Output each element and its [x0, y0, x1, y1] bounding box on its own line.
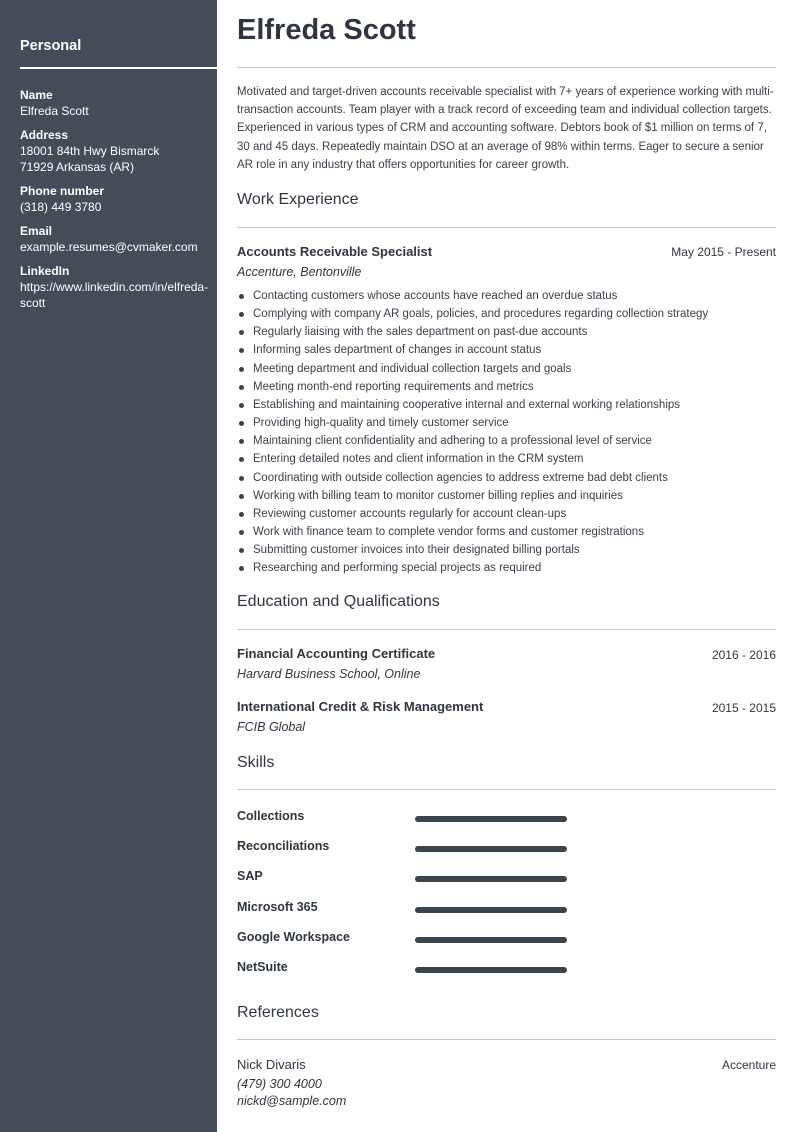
bullet-icon — [239, 403, 244, 408]
skill-row — [237, 930, 776, 948]
skill-name: Reconciliations — [237, 839, 330, 853]
reference-name: Nick Divaris — [237, 1057, 306, 1072]
bullet-icon — [239, 348, 244, 353]
bullet-icon — [239, 421, 244, 426]
bullet-text: Meeting month-end reporting requirements and metrics — [253, 380, 534, 393]
section-heading-work: Work Experience — [237, 191, 359, 208]
job-title: Accounts Receivable Specialist — [237, 244, 433, 259]
list-item — [237, 305, 776, 323]
bullet-icon — [239, 385, 244, 390]
linkedin-link[interactable]: https://www.linkedin.com/in/elfreda- — [20, 280, 209, 294]
field-label: Name — [20, 88, 53, 102]
personal-fields — [20, 87, 212, 319]
education-institution: FCIB Global — [237, 720, 306, 734]
bullet-text: Informing sales department of changes in account status — [253, 344, 542, 357]
section-heading-references: References — [237, 1004, 319, 1021]
field-name — [20, 87, 212, 119]
field-value: (318) 449 3780 — [20, 200, 102, 214]
bullet-text: Complying with company AR goals, policies, and procedures regarding collection strategy — [253, 308, 709, 321]
list-item — [237, 287, 776, 305]
bullet-icon — [239, 294, 244, 299]
bullet-text: Regularly liaising with the sales department on past-due accounts — [253, 326, 588, 339]
field-label: LinkedIn — [20, 264, 70, 278]
section-heading-education: Education and Qualifications — [237, 593, 440, 610]
bullet-text: Working with billing team to monitor customer billing replies and inquiries — [253, 489, 623, 502]
section-divider — [237, 1039, 776, 1040]
bullet-icon — [239, 512, 244, 517]
skill-name: NetSuite — [237, 960, 288, 974]
skill-bar-fill — [415, 907, 567, 913]
field-value: 18001 84th Hwy Bismarck — [20, 144, 160, 158]
bullet-text: Meeting department and individual collection targets and goals — [253, 362, 572, 375]
job-dates: May 2015 - Present — [671, 245, 776, 259]
skill-row — [237, 869, 776, 887]
skill-bar-fill — [415, 876, 567, 882]
skill-bar — [415, 907, 567, 913]
education-institution: Harvard Business School, Online — [237, 667, 421, 681]
reference-phone: (479) 300 4000 — [237, 1077, 322, 1091]
field-label: Address — [20, 128, 69, 142]
bullet-icon — [239, 476, 244, 481]
section-divider — [237, 227, 776, 228]
list-item — [237, 559, 776, 577]
job-company: Accenture, Bentonville — [237, 265, 362, 279]
skill-bar — [415, 967, 567, 973]
bullet-icon — [239, 548, 244, 553]
bullet-text: Reviewing customer accounts regularly for account clean-ups — [253, 507, 567, 520]
list-item — [237, 469, 776, 487]
skill-bar — [415, 937, 567, 943]
header-divider — [237, 67, 776, 68]
skill-bar-fill — [415, 967, 567, 973]
list-item — [237, 541, 776, 559]
skill-name: SAP — [237, 869, 263, 883]
bullet-text: Researching and performing special projects as required — [253, 562, 542, 575]
sidebar — [0, 0, 217, 1132]
skill-row — [237, 960, 776, 978]
education-dates: 2016 - 2016 — [711, 648, 776, 662]
list-item — [237, 523, 776, 541]
skill-bar — [415, 816, 567, 822]
skill-bar — [415, 846, 567, 852]
field-value: Elfreda Scott — [20, 104, 89, 118]
field-email — [20, 223, 212, 255]
job-bullets — [237, 287, 776, 578]
bullet-text: Submitting customer invoices into their designated billing portals — [253, 544, 580, 557]
bullet-icon — [239, 457, 244, 462]
list-item — [237, 396, 776, 414]
email-link[interactable]: example.resumes@cvmaker.com — [20, 240, 198, 254]
skill-bar-fill — [415, 816, 567, 822]
bullet-icon — [239, 439, 244, 444]
linkedin-link[interactable]: scott — [20, 296, 46, 310]
skill-name: Google Workspace — [237, 930, 350, 944]
bullet-icon — [239, 367, 244, 372]
bullet-text: Establishing and maintaining cooperative internal and external working relationships — [253, 398, 681, 411]
reference-company: Accenture — [721, 1058, 776, 1072]
skill-bar — [415, 876, 567, 882]
bullet-icon — [239, 330, 244, 335]
field-value: 71929 Arkansas (AR) — [20, 160, 135, 174]
education-dates: 2015 - 2015 — [711, 701, 776, 715]
skill-name: Microsoft 365 — [237, 900, 318, 914]
education-title: International Credit & Risk Management — [237, 699, 484, 714]
bullet-text: Coordinating with outside collection agencies to address extreme bad debt clients — [253, 471, 668, 484]
field-phone — [20, 183, 212, 215]
list-item — [237, 505, 776, 523]
list-item — [237, 414, 776, 432]
section-divider — [237, 789, 776, 790]
section-heading-skills: Skills — [237, 754, 275, 771]
list-item — [237, 341, 776, 359]
skill-bar-fill — [415, 846, 567, 852]
bullet-icon — [239, 312, 244, 317]
bullet-text: Maintaining client confidentiality and adhering to a professional level of service — [253, 435, 652, 448]
bullet-icon — [239, 494, 244, 499]
list-item — [237, 450, 776, 468]
skill-bar-fill — [415, 937, 567, 943]
skill-name: Collections — [237, 809, 305, 823]
field-label: Phone number — [20, 184, 105, 198]
education-title: Financial Accounting Certificate — [237, 646, 436, 661]
bullet-icon — [239, 566, 244, 571]
field-label: Email — [20, 224, 53, 238]
list-item — [237, 360, 776, 378]
sidebar-title: Personal — [20, 38, 82, 54]
bullet-text: Providing high-quality and timely customer service — [253, 417, 509, 430]
skill-row — [237, 809, 776, 827]
section-divider — [237, 629, 776, 630]
list-item — [237, 432, 776, 450]
skill-row — [237, 839, 776, 857]
skill-row — [237, 900, 776, 918]
field-linkedin — [20, 263, 212, 311]
bullet-text: Work with finance team to complete vendor forms and customer registrations — [253, 526, 644, 539]
bullet-text: Entering detailed notes and client information in the CRM system — [253, 453, 584, 466]
reference-email[interactable]: nickd@sample.com — [237, 1094, 347, 1108]
bullet-text: Contacting customers whose accounts have reached an overdue status — [253, 290, 618, 302]
list-item — [237, 487, 776, 505]
candidate-name: Elfreda Scott — [237, 14, 416, 46]
field-address — [20, 127, 212, 175]
summary-text: Motivated and target-driven accounts receivable specialist with 7+ years of experience working with multi-transaction accounts. Team player with a track record of exceeding team and individual collection targets. Experienced in various types of CRM and accounting software. Debtors book of $1 million on terms of 7, 30 and 45 days. Repeatedly maintain DSO at an average of 98% within terms. Eager to secure a senior AR role in any industry that offers opportunities for career growth. — [237, 86, 774, 171]
bullet-icon — [239, 530, 244, 535]
sidebar-divider — [20, 67, 217, 69]
list-item — [237, 378, 776, 396]
list-item — [237, 323, 776, 341]
